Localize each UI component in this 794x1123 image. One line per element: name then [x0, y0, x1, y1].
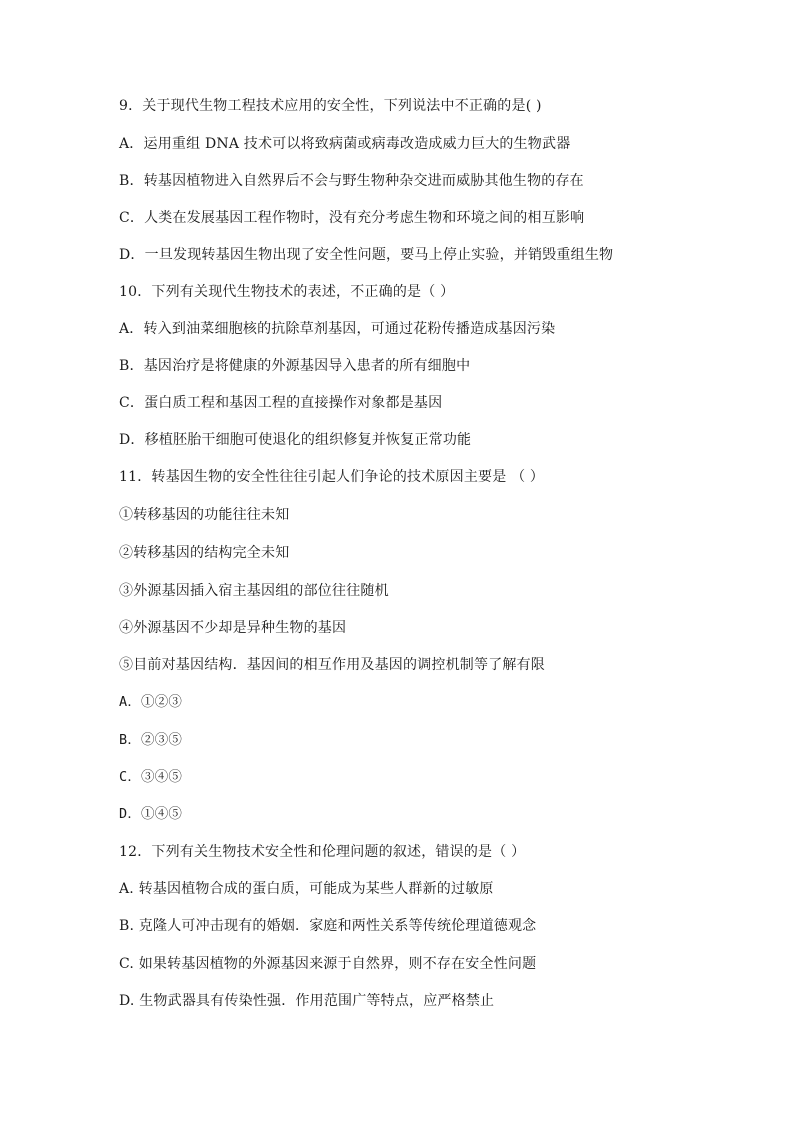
question-9-option-d: D．一旦发现转基因生物出现了安全性问题，要马上停止实验，并销毁重组生物 — [119, 247, 614, 263]
question-11-statement-1: ①转移基因的功能往往未知 — [119, 507, 290, 523]
question-10-option-c: C．蛋白质工程和基因工程的直接操作对象都是基因 — [119, 395, 443, 411]
question-11-option-b: B．②③⑤ — [119, 732, 183, 748]
question-12-stem: 12．下列有关生物技术安全性和伦理问题的叙述，错误的是（ ） — [119, 844, 526, 860]
question-12-option-b: B. 克隆人可冲击现有的婚姻．家庭和两性关系等传统伦理道德观念 — [119, 918, 537, 934]
question-12-option-d: D. 生物武器具有传染性强．作用范围广等特点，应严格禁止 — [119, 993, 495, 1009]
question-11-stem: 11．转基因生物的安全性往往引起人们争论的技术原因主要是 （ ） — [119, 469, 545, 485]
question-10-option-d: D．移植胚胎干细胞可使退化的组织修复并恢复正常功能 — [119, 432, 472, 448]
question-10-stem: 10．下列有关现代生物技术的表述，不正确的是（ ） — [119, 284, 455, 300]
question-12-option-a: A. 转基因植物合成的蛋白质，可能成为某些人群新的过敏原 — [119, 881, 494, 897]
question-11-option-a: A．①②③ — [119, 694, 183, 710]
question-11-statement-4: ④外源基因不少却是异种生物的基因 — [119, 620, 347, 636]
question-9-stem: 9．关于现代生物工程技术应用的安全性，下列说法中不正确的是( ) — [119, 98, 542, 114]
question-9-option-a: A．运用重组 DNA 技术可以将致病菌或病毒改造成威力巨大的生物武器 — [119, 136, 571, 152]
question-11-option-c: C．③④⑤ — [119, 769, 183, 785]
question-12-option-c: C. 如果转基因植物的外源基因来源于自然界，则不存在安全性问题 — [119, 956, 537, 972]
question-10-option-a: A．转入到油菜细胞核的抗除草剂基因，可通过花粉传播造成基因污染 — [119, 321, 556, 337]
question-9-option-b: B．转基因植物进入自然界后不会与野生物种杂交进而威胁其他生物的存在 — [119, 173, 584, 189]
question-11-statement-5: ⑤目前对基因结构．基因间的相互作用及基因的调控机制等了解有限 — [119, 657, 545, 673]
question-11-statement-3: ③外源基因插入宿主基因组的部位往往随机 — [119, 583, 389, 599]
question-11-statement-2: ②转移基因的结构完全未知 — [119, 545, 290, 561]
question-10-option-b: B．基因治疗是将健康的外源基因导入患者的所有细胞中 — [119, 358, 471, 374]
question-11-option-d: D．①④⑤ — [119, 806, 183, 822]
question-9-option-c: C．人类在发展基因工程作物时，没有充分考虑生物和环境之间的相互影响 — [119, 210, 585, 226]
